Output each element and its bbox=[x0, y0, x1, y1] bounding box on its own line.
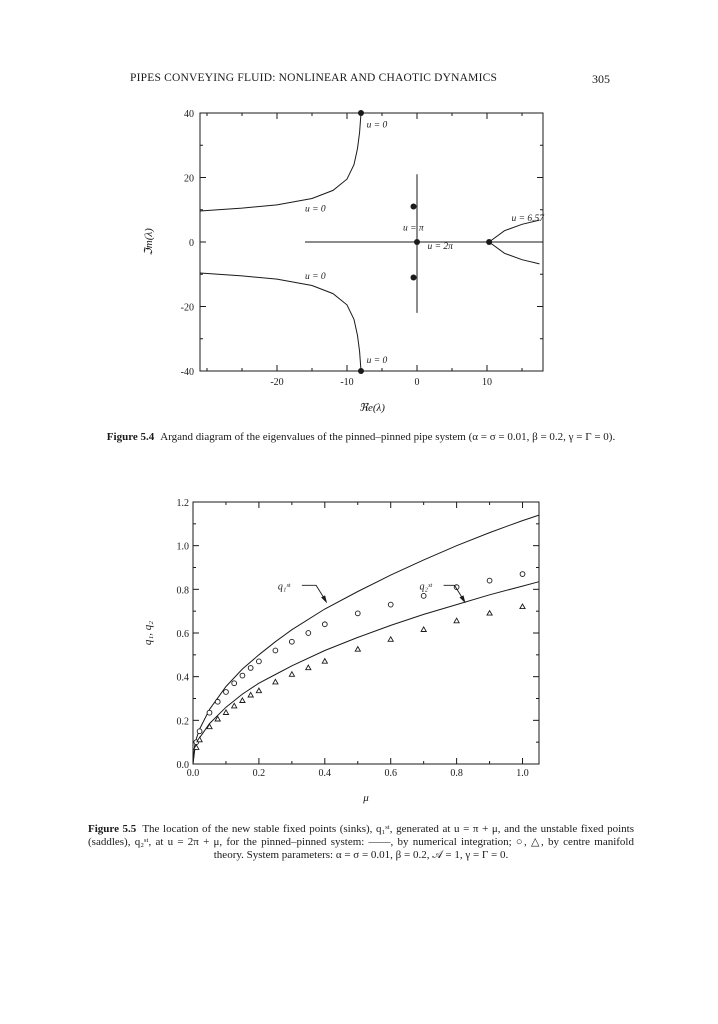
q1-centre-manifold-point bbox=[487, 578, 492, 583]
q2-centre-manifold-point bbox=[223, 710, 228, 715]
x-tick-label: 0.8 bbox=[450, 768, 463, 779]
q1-centre-manifold-point bbox=[289, 639, 294, 644]
y-tick-label: 1.2 bbox=[176, 498, 189, 509]
curve-label: u = π bbox=[403, 223, 424, 234]
eigenvalue-branch bbox=[200, 273, 361, 371]
x-tick-label: 0.0 bbox=[186, 768, 200, 779]
x-axis-label: ℜe(λ) bbox=[359, 402, 385, 414]
y-tick-label: 1.0 bbox=[176, 541, 189, 553]
q1-centre-manifold-point bbox=[306, 631, 311, 636]
eigenvalue-marker bbox=[358, 110, 364, 116]
figure-5-4-caption bbox=[88, 431, 634, 444]
q1-centre-manifold-point bbox=[197, 729, 202, 734]
q2-centre-manifold-point bbox=[248, 692, 253, 697]
curve-label: u = 0 bbox=[305, 204, 326, 215]
plot-frame bbox=[193, 502, 539, 764]
q2-centre-manifold-point bbox=[421, 627, 426, 632]
x-tick-label: 0.2 bbox=[252, 768, 266, 779]
eigenvalue-marker bbox=[414, 239, 420, 245]
q2-centre-manifold-point bbox=[388, 637, 393, 642]
q1-centre-manifold-point bbox=[355, 611, 360, 616]
x-tick-label: 1.0 bbox=[516, 768, 529, 779]
curve-label: u = 6.57 bbox=[511, 214, 545, 225]
running-title: PIPES CONVEYING FLUID: NONLINEAR AND CHAOTIC DYNAMICS bbox=[130, 72, 498, 84]
numerical-integration-curve bbox=[193, 515, 539, 764]
q2-centre-manifold-point bbox=[520, 604, 525, 609]
y-tick-label: 0.8 bbox=[176, 585, 189, 597]
y-tick-label: 0 bbox=[189, 238, 194, 249]
q2-centre-manifold-point bbox=[273, 679, 278, 684]
x-tick-label: -20 bbox=[270, 377, 284, 388]
y-tick-label: -40 bbox=[180, 367, 194, 378]
x-axis-label: μ bbox=[363, 792, 369, 804]
x-tick-label: 0 bbox=[414, 377, 420, 388]
q2-centre-manifold-point bbox=[240, 698, 245, 703]
eigenvalue-marker bbox=[486, 239, 492, 245]
x-tick-label: -10 bbox=[340, 377, 354, 388]
q1-centre-manifold-point bbox=[257, 659, 262, 664]
figure-5-5-caption bbox=[88, 823, 634, 862]
y-axis-label: q₁, q₂ bbox=[142, 620, 154, 646]
curve-label: u = 2π bbox=[427, 242, 453, 253]
q2-centre-manifold-point bbox=[256, 688, 261, 693]
x-tick-label: 0.6 bbox=[384, 768, 397, 779]
q2-centre-manifold-point bbox=[487, 611, 492, 616]
figure-5-4-argand-diagram bbox=[0, 100, 718, 420]
q2-centre-manifold-point bbox=[306, 665, 311, 670]
caption-text: Argand diagram of the eigenvalues of the pinned–pinned pipe system (α = σ = 0.01, β = 0.2, γ = Γ = 0). bbox=[160, 431, 616, 443]
eigenvalue-marker bbox=[411, 204, 417, 210]
q2-annotation: q₂ˢᵗ bbox=[419, 581, 432, 593]
figure-5-5-fixed-points-chart bbox=[0, 490, 718, 810]
y-tick-label: 20 bbox=[184, 173, 194, 185]
q1-centre-manifold-point bbox=[240, 673, 245, 678]
y-tick-label: 0.4 bbox=[176, 672, 189, 684]
figure-label: Figure 5.5 bbox=[88, 823, 137, 835]
eigenvalue-marker bbox=[411, 274, 417, 280]
q2-centre-manifold-point bbox=[454, 618, 459, 623]
q1-centre-manifold-point bbox=[322, 622, 327, 627]
q2-centre-manifold-point bbox=[197, 737, 202, 742]
eigenvalue-branch bbox=[200, 113, 361, 211]
figure-label: Figure 5.4 bbox=[106, 431, 155, 443]
y-tick-label: 0.2 bbox=[176, 716, 189, 728]
q1-arrow bbox=[302, 585, 326, 601]
q1-centre-manifold-point bbox=[207, 710, 212, 715]
q1-centre-manifold-point bbox=[388, 602, 393, 607]
q2-centre-manifold-point bbox=[355, 647, 360, 652]
curve-label: u = 0 bbox=[366, 120, 388, 131]
y-tick-label: -20 bbox=[180, 302, 194, 314]
y-tick-label: 40 bbox=[184, 109, 194, 120]
curve-label: u = 0 bbox=[305, 272, 326, 283]
y-tick-label: 0.6 bbox=[176, 629, 189, 640]
q2-centre-manifold-point bbox=[232, 703, 237, 708]
eigenvalue-marker bbox=[358, 368, 364, 374]
q1-centre-manifold-point bbox=[215, 699, 220, 704]
x-tick-label: 10 bbox=[482, 377, 492, 388]
q2-arrowhead bbox=[460, 595, 466, 603]
q1-centre-manifold-point bbox=[224, 690, 229, 695]
numerical-integration-curve bbox=[193, 582, 539, 764]
q2-centre-manifold-point bbox=[289, 672, 294, 677]
q1-centre-manifold-point bbox=[520, 572, 525, 577]
running-header bbox=[130, 72, 610, 90]
y-tick-label: 0.0 bbox=[176, 760, 189, 771]
q1-annotation: q₁ˢᵗ bbox=[277, 581, 291, 593]
q2-centre-manifold-point bbox=[322, 659, 327, 664]
caption-text: The location of the new stable fixed points (sinks), q₁ˢᵗ, generated at u = π + μ, and the unstable fixed points (saddles), q₂ˢᵗ, at u = 2π + μ, for the pinned–pinned system: ——, by numerical integration; ○, △, by centre manifold theory. System parameters: α = σ = 0.01, β = 0.2, 𝒜 = 1, γ = Γ = 0. bbox=[88, 823, 634, 861]
page-number: 305 bbox=[592, 72, 610, 86]
q1-centre-manifold-point bbox=[421, 593, 426, 598]
q1-arrowhead bbox=[321, 595, 327, 603]
q1-centre-manifold-point bbox=[248, 666, 253, 671]
x-tick-label: 0.4 bbox=[318, 768, 332, 779]
y-axis-label: ℑm(λ) bbox=[143, 228, 155, 256]
q1-centre-manifold-point bbox=[273, 648, 278, 653]
q1-centre-manifold-point bbox=[232, 681, 237, 686]
curve-label: u = 0 bbox=[366, 355, 388, 366]
